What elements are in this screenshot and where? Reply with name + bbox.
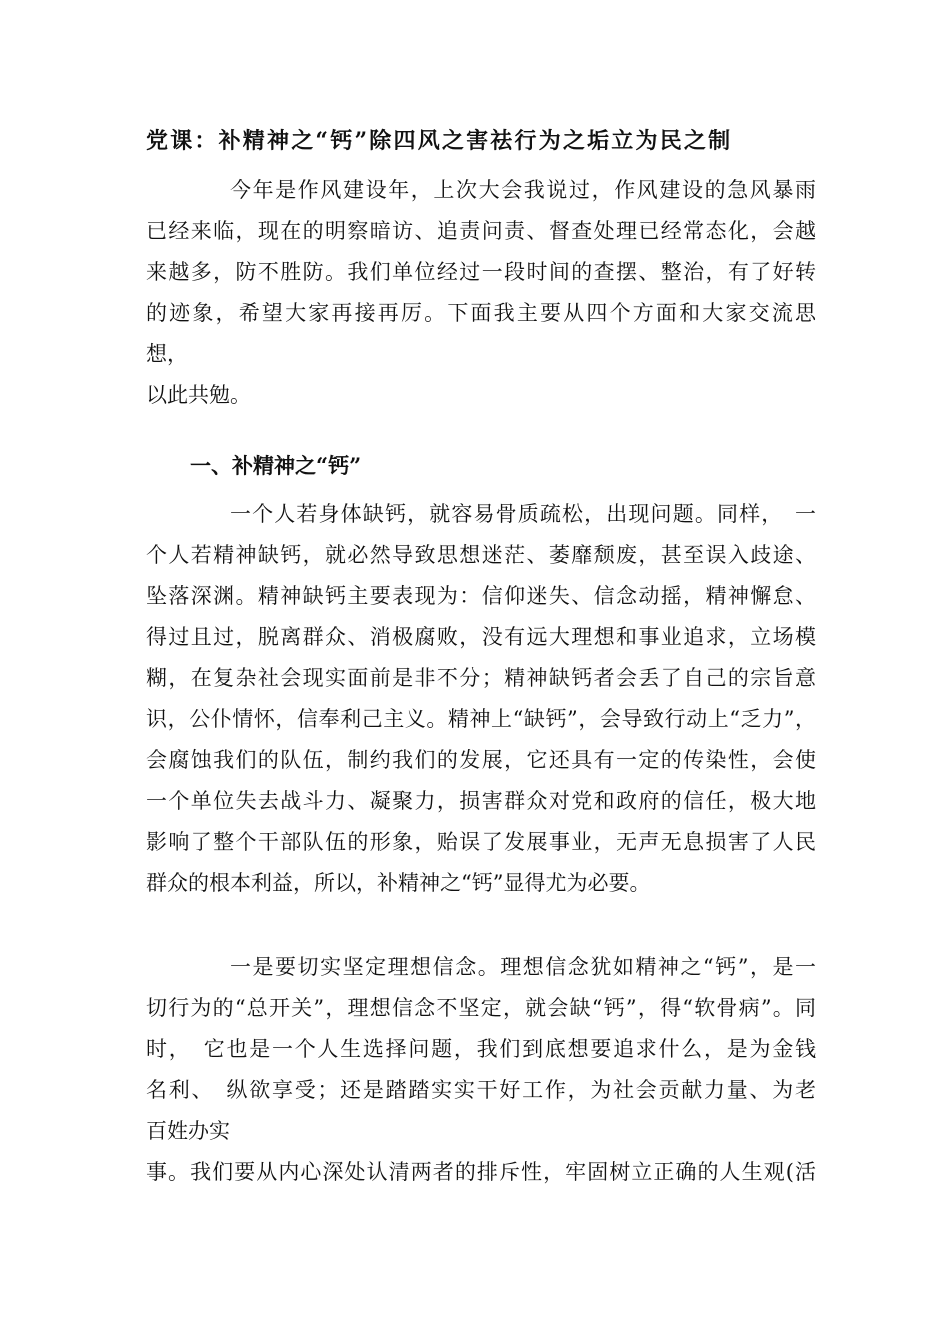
section1-line: 群众的根本利益，所以，补精神之“钙”显得尤为必要。 bbox=[146, 871, 651, 895]
section1-paragraph bbox=[146, 494, 816, 904]
point1-line: 时， 它也是一个人生选择问题，我们到底想要追求什么，是为金钱 bbox=[146, 1037, 816, 1061]
intro-line: 来越多，防不胜防。我们单位经过一段时间的查摆、整治，有了好转 bbox=[146, 260, 816, 284]
intro-line: 今年是作风建设年，上次大会我说过，作风建设的急风暴雨 bbox=[230, 178, 816, 202]
intro-paragraph bbox=[146, 170, 816, 416]
section1-line: 糊，在复杂社会现实面前是非不分；精神缺钙者会丢了自己的宗旨意 bbox=[146, 666, 816, 690]
section1-line: 坠落深渊。精神缺钙主要表现为：信仰迷失、信念动摇，精神懈怠、 bbox=[146, 584, 816, 608]
intro-line: 的迹象，希望大家再接再厉。下面我主要从四个方面和大家交流思 bbox=[146, 301, 816, 325]
point1-line: 切行为的“总开关”，理想信念不坚定，就会缺“钙”，得“软骨病”。同 bbox=[146, 996, 816, 1020]
section1-line: 影响了整个干部队伍的形象，贻误了发展事业，无声无息损害了人民 bbox=[146, 830, 816, 854]
section1-line: 一个人若身体缺钙，就容易骨质疏松，出现问题。同样， 一 bbox=[230, 502, 816, 526]
point1-paragraph bbox=[146, 947, 816, 1193]
intro-line: 已经来临，现在的明察暗访、追责问责、督查处理已经常态化，会越 bbox=[146, 219, 816, 243]
intro-line: 以此共勉。 bbox=[146, 383, 251, 407]
section1-line: 个人若精神缺钙，就必然导致思想迷茫、萎靡颓废，甚至误入歧途、 bbox=[146, 543, 816, 567]
point1-line: 百姓办实 bbox=[146, 1119, 230, 1143]
intro-line: 想， bbox=[146, 342, 188, 366]
point1-line: 事。我们要从内心深处认清两者的排斥性，牢固树立正确的人生观(活 bbox=[146, 1160, 816, 1184]
section1-line: 识，公仆情怀，信奉利己主义。精神上“缺钙”，会导致行动上“乏力”， bbox=[146, 707, 816, 731]
section1-line: 会腐蚀我们的队伍，制约我们的发展，它还具有一定的传染性，会使 bbox=[146, 748, 816, 772]
document-title: 党课：补精神之“钙”除四风之害祛行为之垢立为民之制 bbox=[146, 128, 733, 154]
point1-line: 名利、 纵欲享受；还是踏踏实实干好工作，为社会贡献力量、为老 bbox=[146, 1078, 816, 1102]
point1-line: 一是要切实坚定理想信念。理想信念犹如精神之“钙”，是一 bbox=[230, 955, 816, 979]
section1-line: 一个单位失去战斗力、凝聚力，损害群众对党和政府的信任，极大地 bbox=[146, 789, 816, 813]
section1-line: 得过且过，脱离群众、消极腐败，没有远大理想和事业追求，立场模 bbox=[146, 625, 816, 649]
section-heading: 一、补精神之“钙” bbox=[190, 453, 362, 478]
